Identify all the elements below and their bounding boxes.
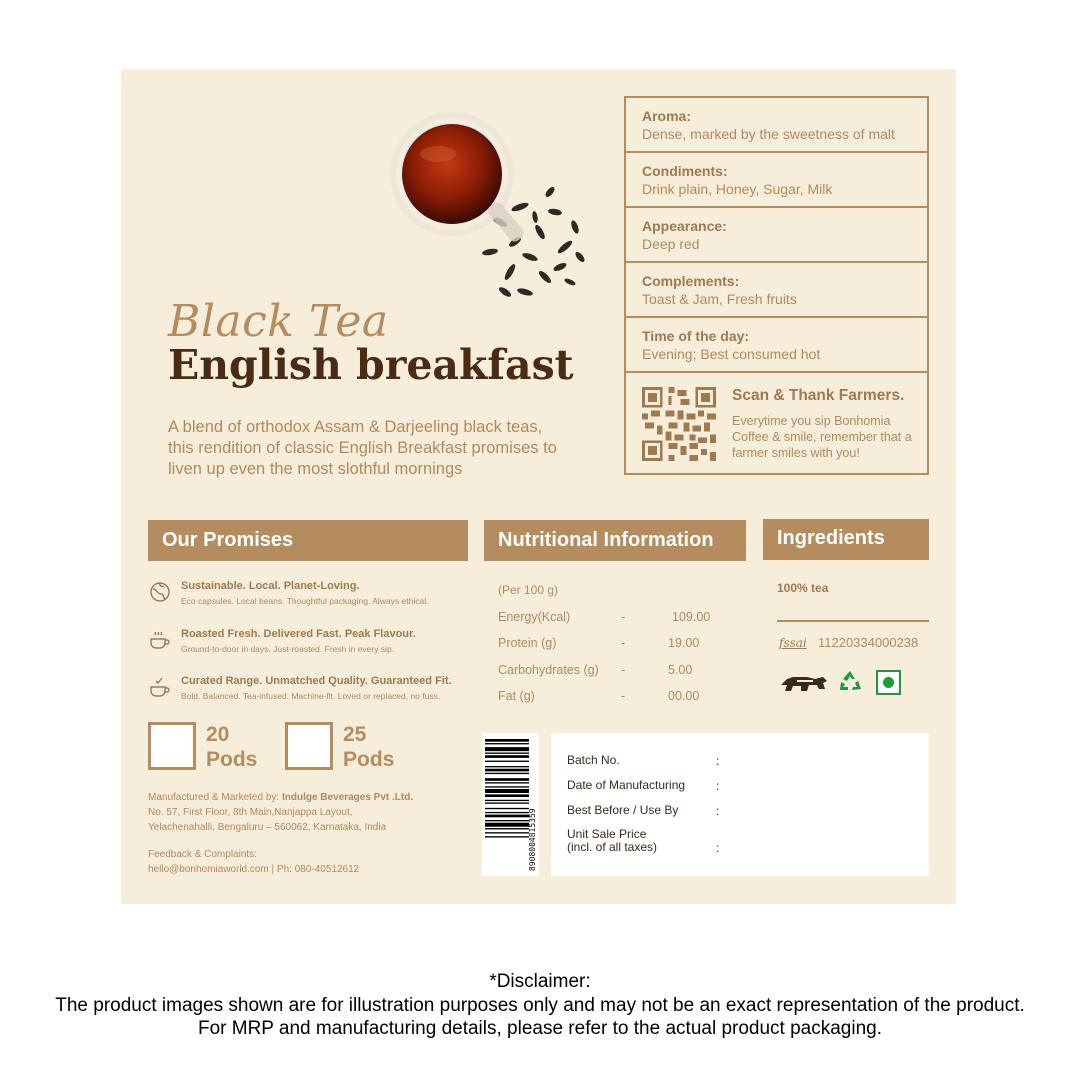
product-description: A blend of orthodox Assam & Darjeeling black teas, this rendition of classic English Breakfast promises to liven up even the most slothful mornings xyxy=(168,418,557,478)
date-of-manufacturing-label: Date of Manufacturing xyxy=(567,778,686,792)
manufacturer-address-1: No. 57, First Floor, 8th Main,Nanjappa Layout, xyxy=(148,807,353,818)
manufacturer-prefix: Manufactured & Marketed by: xyxy=(148,792,280,803)
barcode-bar xyxy=(485,769,529,772)
attribute-label: Condiments: xyxy=(642,163,728,179)
attribute-value: Dense, marked by the sweetness of malt xyxy=(642,126,895,142)
ingredients-text: 100% tea xyxy=(777,581,829,595)
nutrition-per-amount: (Per 100 g) xyxy=(498,583,559,597)
ingredients-header: Ingredients xyxy=(763,519,929,560)
barcode-bar xyxy=(485,743,529,744)
check-cup-icon xyxy=(148,675,172,699)
attribute-value: Toast & Jam, Fresh fruits xyxy=(642,291,797,307)
recycle-icon xyxy=(838,669,862,695)
attribute-row-complements xyxy=(626,263,927,318)
pod-count: 20 xyxy=(206,723,230,746)
tea-cup-illustration xyxy=(380,112,600,312)
attribute-row-time-of-day xyxy=(626,318,927,373)
nutrition-label: Energy(Kcal) xyxy=(498,610,571,624)
disclaimer-text: The product images shown are for illustration purposes only and may not be an exact representation of the product. For MRP and manufacturing details, please refer to the actual product packaging. xyxy=(55,995,1025,1039)
nutrition-value: 00.00 xyxy=(668,689,700,703)
attribute-label: Time of the day: xyxy=(642,328,750,344)
batch-colon: : xyxy=(716,779,720,793)
promise-title: Curated Range. Unmatched Quality. Guaranteed Fit. xyxy=(181,675,452,687)
feedback-label: Feedback & Complaints: xyxy=(148,849,257,860)
nutrition-dash: - xyxy=(621,636,626,650)
barcode-bar xyxy=(485,800,529,801)
barcode-bar xyxy=(485,815,529,818)
make-in-india-lion-icon xyxy=(779,671,829,695)
nutrition-value: 5.00 xyxy=(668,663,693,677)
nutrition-value: 19.00 xyxy=(668,636,700,650)
manufacturer-name: Indulge Beverages Pvt .Ltd. xyxy=(281,792,414,803)
promise-subtitle: Bold. Balanced. Tea-infused. Machine-fit. Loved or replaced, no fuss. xyxy=(181,691,441,701)
promise-title: Roasted Fresh. Delivered Fast. Peak Flavour. xyxy=(181,628,416,640)
nutrition-dash: - xyxy=(621,689,626,703)
nutrition-dash: - xyxy=(621,610,626,624)
qr-code-icon[interactable] xyxy=(642,387,716,461)
batch-colon: : xyxy=(716,841,720,855)
barcode-bar xyxy=(485,832,529,833)
hot-cup-icon xyxy=(148,628,172,652)
barcode-bar xyxy=(485,761,529,762)
fssai-logo-icon: fssai xyxy=(779,636,807,650)
pods-20-checkbox[interactable] xyxy=(148,722,196,770)
barcode-bar xyxy=(485,828,529,829)
batch-number-label: Batch No. xyxy=(567,753,620,767)
promise-title: Sustainable. Local. Planet-Loving. xyxy=(181,580,360,592)
our-promises-header: Our Promises xyxy=(148,520,468,561)
attribute-row-appearance xyxy=(626,208,927,263)
manufacturer-address-2: Yelachenahalli, Bengaluru – 560062, Karnataka, India xyxy=(148,822,387,833)
product-name-title: English breakfast xyxy=(168,341,574,389)
attribute-label: Aroma: xyxy=(642,108,692,124)
pods-25-checkbox[interactable] xyxy=(285,722,333,770)
best-before-label: Best Before / Use By xyxy=(567,803,679,817)
nutrition-dash: - xyxy=(621,663,626,677)
nutrition-label: Fat (g) xyxy=(498,689,535,703)
tea-attributes-table xyxy=(624,96,929,475)
unit-sale-price-label: Unit Sale Price (incl. of all taxes) xyxy=(567,827,658,854)
attribute-row-aroma xyxy=(626,98,927,153)
barcode-icon xyxy=(482,733,539,876)
barcode-bar xyxy=(485,789,529,793)
promise-subtitle: Ground-to-door in days. Just-roasted. Fresh in every sip. xyxy=(181,644,395,654)
attribute-value: Drink plain, Honey, Sugar, Milk xyxy=(642,181,833,197)
barcode-bar xyxy=(485,773,529,774)
fssai-license-number: 11220334000238 xyxy=(818,635,919,650)
manufacturer-info xyxy=(148,790,468,835)
barcode-bar xyxy=(485,786,529,787)
nutrition-label: Carbohydrates (g) xyxy=(498,663,599,677)
barcode-bar xyxy=(485,747,529,751)
globe-leaf-icon xyxy=(148,580,172,604)
promise-subtitle: Eco capsules. Local beans. Thoughtful packaging. Always ethical. xyxy=(181,596,429,606)
scan-title: Scan & Thank Farmers. xyxy=(732,387,905,404)
attribute-value: Evening; Best consumed hot xyxy=(642,346,821,362)
scan-text: Everytime you sip Bonhomia Coffee & smile, remember that a farmer smiles with you! xyxy=(732,414,912,460)
scan-thank-farmers xyxy=(626,373,927,474)
nutritional-information-header: Nutritional Information xyxy=(484,520,746,561)
disclaimer-title: *Disclaimer: xyxy=(489,971,591,992)
batch-details-box xyxy=(551,733,929,876)
feedback-info xyxy=(148,847,468,877)
barcode-bar xyxy=(485,739,529,742)
attribute-value: Deep red xyxy=(642,236,700,252)
barcode-digits: 8908004815359 xyxy=(528,808,537,871)
vegetarian-mark-icon xyxy=(876,670,901,695)
pods-25-label xyxy=(343,722,394,772)
barcode-bar xyxy=(485,782,529,783)
barcode-bar xyxy=(485,794,529,797)
barcode-bar xyxy=(485,755,529,758)
product-category-title: Black Tea xyxy=(168,296,389,347)
barcode-bar xyxy=(485,823,529,827)
nutrition-label: Protein (g) xyxy=(498,636,557,650)
attribute-label: Appearance: xyxy=(642,218,727,234)
barcode-bar xyxy=(485,808,529,809)
pods-20-label xyxy=(206,722,257,772)
divider xyxy=(777,620,929,622)
batch-colon: : xyxy=(716,804,720,818)
nutrition-value: 109.00 xyxy=(672,610,711,624)
feedback-contact: hello@bonhomiaworld.com | Ph: 080-40512612 xyxy=(148,864,360,875)
manufacturer-line xyxy=(148,790,468,805)
pod-unit: Pods xyxy=(206,748,258,771)
barcode-bar xyxy=(485,836,529,837)
barcode-bar xyxy=(485,766,529,767)
attribute-row-condiments xyxy=(626,153,927,208)
pod-count: 25 xyxy=(343,723,367,746)
pod-unit: Pods xyxy=(343,748,395,771)
barcode-bar xyxy=(485,802,529,803)
barcode-bar xyxy=(485,753,529,754)
barcode-bar xyxy=(485,778,529,781)
attribute-label: Complements: xyxy=(642,273,740,289)
barcode-bar xyxy=(485,820,529,821)
batch-colon: : xyxy=(716,754,720,768)
barcode-bar xyxy=(485,812,529,813)
